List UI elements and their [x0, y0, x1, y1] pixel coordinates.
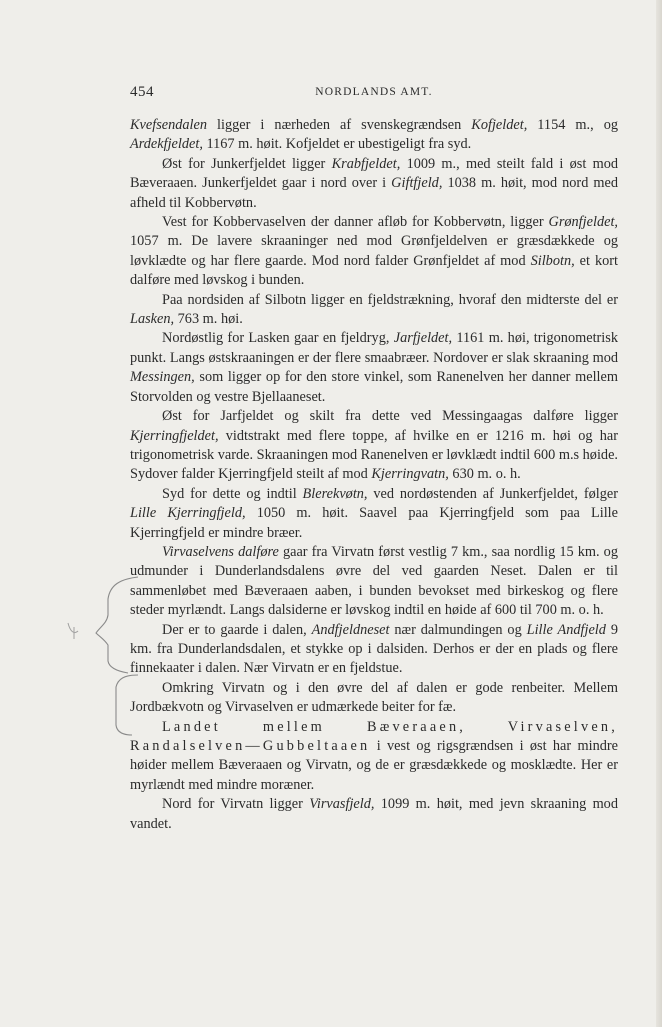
italic-term: Giftfjeld,	[391, 175, 443, 192]
text-run: et kort dalføre med løvskog i bunden.	[130, 252, 619, 289]
text-run: Øst for Jarfjeldet og skilt fra dette ved Messingaagas dalføre ligger	[162, 408, 618, 425]
page-edge	[656, 0, 662, 1027]
paragraph-p8	[130, 543, 618, 621]
italic-term: Ardekfjeldet,	[130, 136, 203, 153]
italic-term: Lasken,	[130, 311, 175, 328]
text-run: gaar fra Virvatn først vestlig 7 km., saa nordlig 15 km. og udmunder i Dunderlandsdalens øvre del ved gaarden Neset. Dalen er til sammenløbet med Bæveraaen aaben, i bunden bevokset med birkeskog og flere steder myrlændt. Langs dalsiderne er løvskog indtil en høide af 600 til 700 m. o. h.	[130, 543, 618, 619]
text-run: 1009 m., med steilt fald i øst mod Bæveraaen. Junkerfjeldet gaar i nord over i	[130, 155, 619, 192]
italic-term: Grønfjeldet,	[548, 214, 618, 231]
italic-term: Virvasfjeld,	[309, 796, 375, 813]
paragraph-p7	[130, 485, 618, 543]
text-run: Omkring Virvatn og i den øvre del af dalen er gode renbeiter. Mellem Jordbækvotn og Virvaselven er udmærkede beiter for fæ.	[130, 679, 618, 716]
italic-term: Lille Kjerringfjeld,	[130, 505, 246, 522]
text-run: 1099 m. høit, med jevn skraaning mod vandet.	[130, 796, 618, 832]
text-run: Syd for dette og indtil	[162, 485, 303, 502]
italic-term: Andfjeldneset	[311, 621, 390, 638]
paragraph-p9	[130, 621, 618, 679]
text-run: 1161 m. høi, trigonometrisk punkt. Langs østskraaningen er der flere smaabræer. Nordover er slak skraaning mod	[130, 330, 618, 366]
text-run: Paa nordsiden af Silbotn ligger en fjeldstrækning, hvoraf den midterste del er	[162, 291, 618, 308]
paragraph-p1	[130, 116, 618, 155]
italic-term: Kofjeldet,	[471, 117, 528, 133]
text-run: Nord for Virvatn ligger	[162, 796, 310, 813]
text-run: Der er to gaarde i dalen,	[162, 621, 312, 638]
pencil-margin-bracket	[60, 575, 140, 745]
italic-term: Messingen,	[130, 369, 195, 386]
running-head: NORDLANDS AMT.	[315, 86, 433, 98]
paragraph-p10	[130, 679, 618, 718]
text-run: 1167 m. høit. Kofjeldet er ubestigeligt fra syd.	[202, 136, 472, 153]
italic-term: Silbotn,	[530, 252, 575, 269]
italic-term: Kjerringvatn,	[371, 466, 449, 483]
paragraph-p5	[130, 329, 618, 407]
text-run: 1154 m., og	[527, 117, 618, 133]
paragraph-p12	[130, 795, 618, 834]
italic-term: Kvefsendalen	[130, 117, 208, 133]
text-run: vidtstrakt med flere toppe, af hvilke en er 1216 m. høi og har trigonometrisk varde. Skraaningen mod Ranenelven er løvklædt indtil 600 m.s høide. Sydover falder Kjerringfjeld steilt af mod	[130, 427, 618, 483]
paragraph-p2	[130, 155, 618, 213]
page-number: 454	[130, 84, 154, 100]
italic-term: Jarfjeldet,	[393, 330, 453, 347]
text-run: som ligger op for den store vinkel, som Ranenelven her danner mellem Storvolden og vestre Bjellaaneset.	[130, 369, 618, 405]
text-run: nær dalmundingen og	[389, 621, 527, 638]
body-text	[130, 116, 618, 834]
paragraph-p4	[130, 291, 618, 330]
paragraph-p3	[130, 213, 618, 291]
paragraph-p11	[130, 718, 618, 796]
text-run: 1038 m. høit, mod nord med afheld til Kobbervøtn.	[130, 175, 618, 211]
text-run: 1057 m. De lavere skraaninger ned mod Grønfjeldelven er græsdækkede og løvklædte og har flere gaarde. Mod nord falder Grønfjeldet af mod	[130, 233, 618, 269]
text-run: ved nordøstenden af Junkerfjeldet, følger	[367, 485, 618, 502]
text-run: Øst for Junkerfjeldet ligger	[162, 155, 332, 172]
italic-term: Krabfjeldet,	[331, 155, 401, 172]
italic-term: Virvaselvens dalføre	[162, 543, 279, 560]
italic-term: Lille Andfjeld	[526, 621, 606, 638]
text-run: Vest for Kobbervaselven der danner afløb for Kobbervøtn, ligger	[162, 214, 549, 231]
text-run: 9 km. fra Dunderlandsdalen, et stykke op i dalsiden. Derhos er der en plads og flere finnekaater i dalen. Nær Virvatn er en fjeldstue.	[130, 621, 618, 677]
text-run: 630 m. o. h.	[448, 466, 521, 483]
text-run: i vest og rigsgrændsen i øst har mindre høider mellem Bæveraaen og Virvatn, og de er græsdækkede og mosklædte. Her er myrlændt med mindre moræner.	[130, 738, 618, 793]
italic-term: Kjerringfjeldet,	[130, 427, 219, 444]
text-run: Landet mellem Bæveraaen, Virvaselven, Randalselven—Gubbeltaaen	[130, 718, 618, 754]
text-run: 1050 m. høit. Saavel paa Kjerringfjeld som paa Lille Kjerringfjeld er mindre bræer.	[130, 505, 618, 541]
text-run: Nordøstlig for Lasken gaar en fjeldryg,	[162, 330, 394, 347]
page-header	[130, 80, 618, 104]
italic-term: Blerekvøtn,	[302, 485, 368, 502]
text-run: ligger i nærheden af svenskegrændsen	[207, 117, 472, 133]
paragraph-p6	[130, 407, 618, 485]
text-run: 763 m. høi.	[174, 311, 243, 328]
